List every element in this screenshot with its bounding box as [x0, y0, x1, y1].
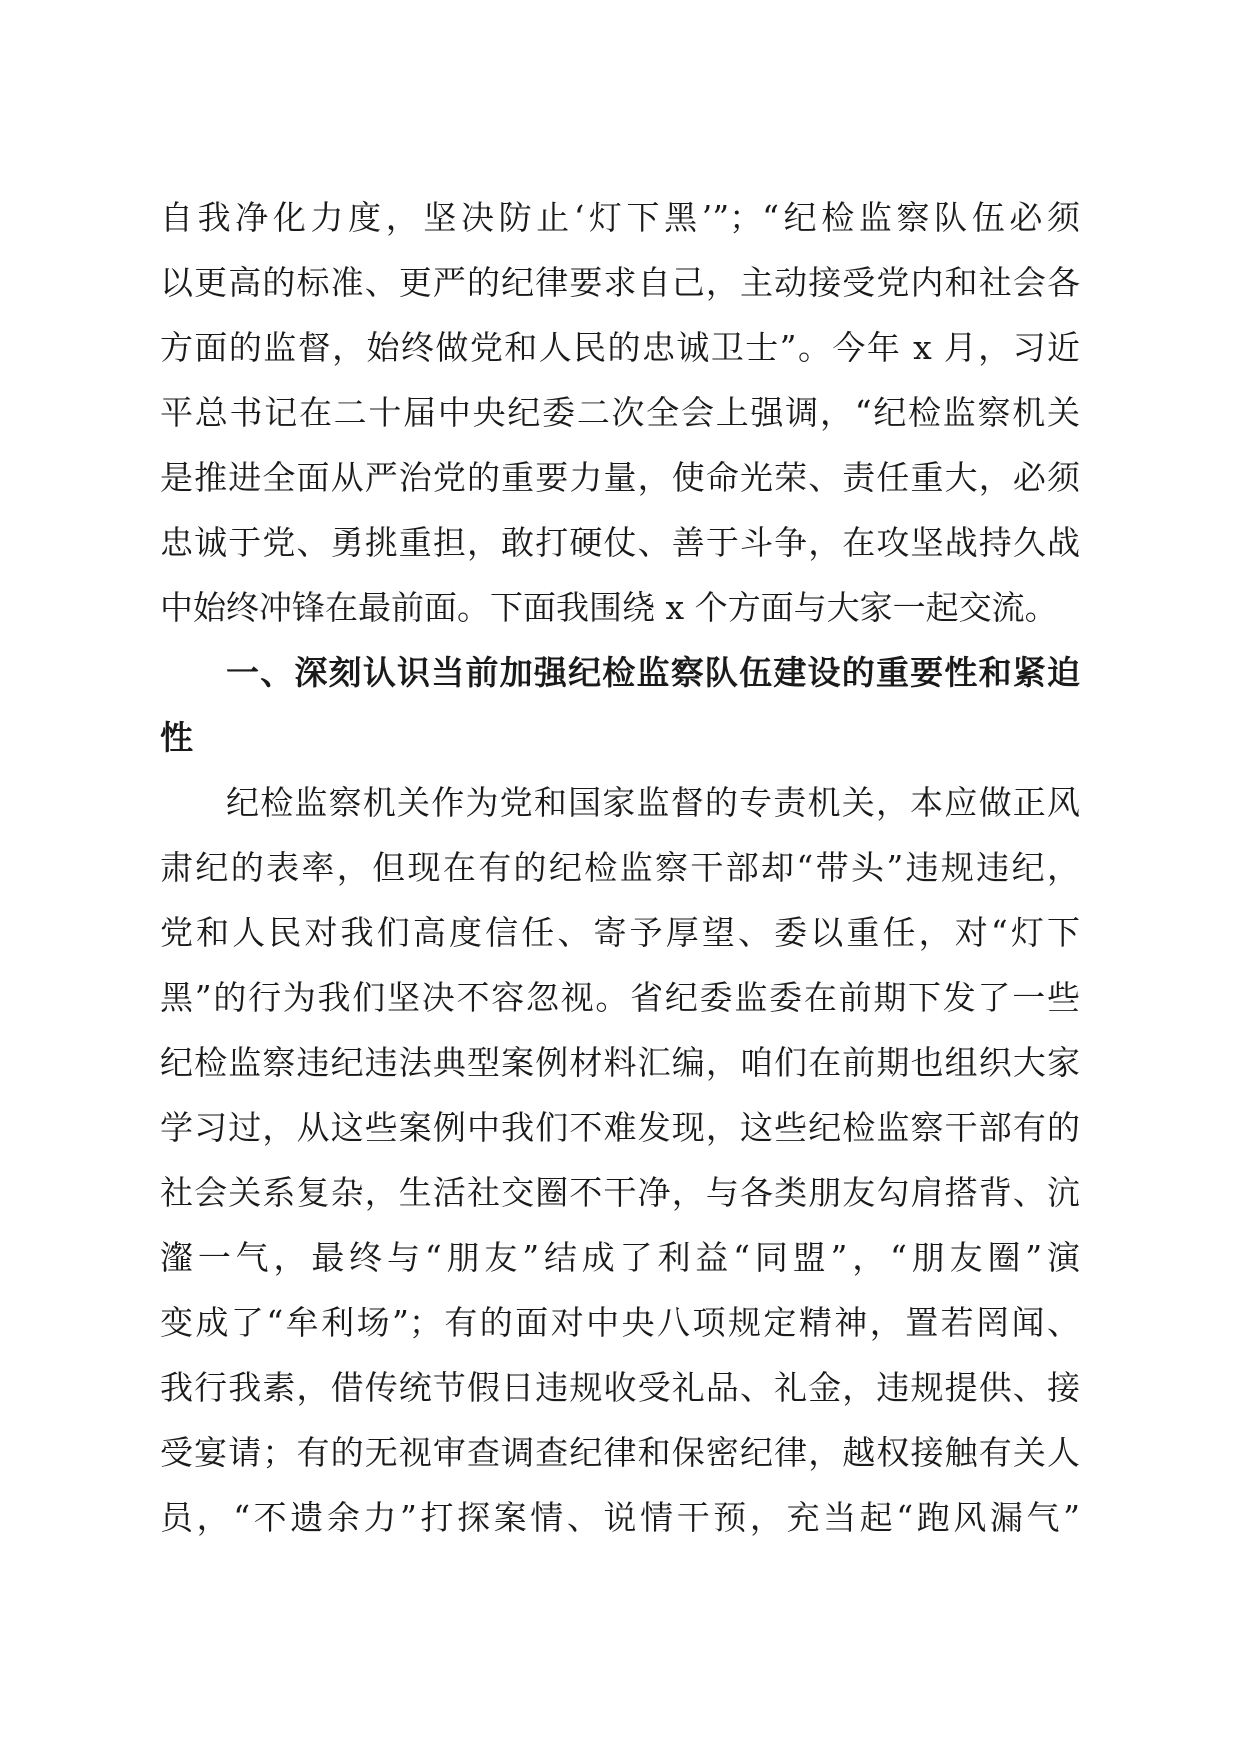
paragraph-line: 纪检监察违纪违法典型案例材料汇编，咱们在前期也组织大家 — [160, 1043, 1080, 1082]
document-body — [160, 185, 1080, 1550]
section-heading: 一、深刻认识当前加强纪检监察队伍建设的重要性和紧迫 — [226, 653, 1080, 692]
paragraph-line: 我行我素，借传统节假日违规收受礼品、礼金，违规提供、接 — [160, 1368, 1080, 1407]
paragraph-line: 自我净化力度，坚决防止‘灯下黑’”；“纪检监察队伍必须 — [160, 198, 1080, 237]
paragraph-line: 中始终冲锋在最前面。下面我围绕 x 个方面与大家一起交流。 — [160, 588, 1058, 627]
paragraph-line: 社会关系复杂，生活社交圈不干净，与各类朋友勾肩搭背、沆 — [160, 1173, 1080, 1212]
paragraph-line: 平总书记在二十届中央纪委二次全会上强调，“纪检监察机关 — [160, 393, 1080, 432]
paragraph-line: 员，“不遗余力”打探案情、说情干预，充当起“跑风漏气” — [160, 1498, 1080, 1537]
paragraph-line: 学习过，从这些案例中我们不难发现，这些纪检监察干部有的 — [160, 1108, 1080, 1147]
section-heading: 性 — [160, 718, 193, 757]
paragraph-line: 忠诚于党、勇挑重担，敢打硬仗、善于斗争，在攻坚战持久战 — [160, 523, 1080, 562]
paragraph-line: 是推进全面从严治党的重要力量，使命光荣、责任重大，必须 — [160, 458, 1080, 497]
paragraph-line: 变成了“牟利场”；有的面对中央八项规定精神，置若罔闻、 — [160, 1303, 1080, 1342]
paragraph-line: 受宴请；有的无视审查调查纪律和保密纪律，越权接触有关人 — [160, 1433, 1080, 1472]
paragraph-line: 肃纪的表率，但现在有的纪检监察干部却“带头”违规违纪， — [160, 848, 1080, 887]
paragraph-line: 纪检监察机关作为党和国家监督的专责机关，本应做正风 — [226, 783, 1080, 822]
paragraph-line: 党和人民对我们高度信任、寄予厚望、委以重任，对“灯下 — [160, 913, 1080, 952]
paragraph-line: 瀣一气，最终与“朋友”结成了利益“同盟”，“朋友圈”演 — [160, 1238, 1080, 1277]
paragraph-line: 以更高的标准、更严的纪律要求自己，主动接受党内和社会各 — [160, 263, 1080, 302]
paragraph-line: 黑”的行为我们坚决不容忽视。省纪委监委在前期下发了一些 — [160, 978, 1080, 1017]
paragraph-line: 方面的监督，始终做党和人民的忠诚卫士”。今年 x 月，习近 — [160, 328, 1080, 367]
